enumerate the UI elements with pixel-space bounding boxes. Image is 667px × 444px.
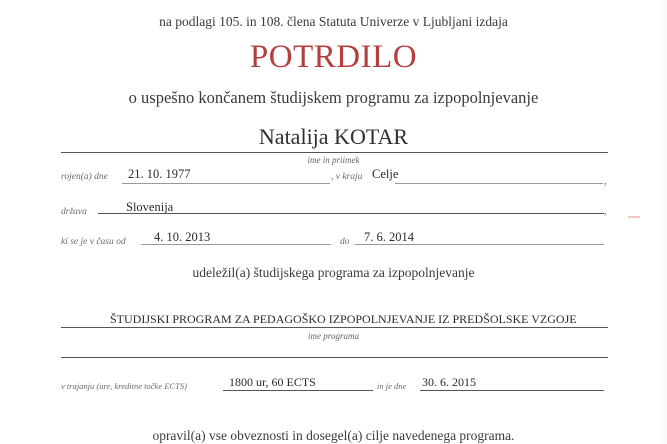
document-subtitle: o uspešno končanem študijskem programu za izpopolnjevanje: [128, 88, 539, 107]
period-from-value: 4. 10. 2013: [154, 230, 211, 244]
program-intro: udeležil(a) študijskega programa za izpopolnjevanje: [192, 265, 475, 280]
period-to-underline: [355, 244, 604, 245]
period-from-underline: [141, 244, 331, 245]
program-name: ŠTUDIJSKI PROGRAM ZA PEDAGOŠKO IZPOPOLNJEVANJE IZ PREDŠOLSKE VZGOJE: [110, 312, 577, 326]
completed-date-underline: [420, 390, 604, 391]
country-label: država: [61, 207, 87, 217]
period-to-label: do: [340, 237, 350, 247]
name-caption: ime in priimek: [307, 155, 360, 165]
recipient-name: Natalija KOTAR: [258, 124, 409, 149]
period-from-label: ki se je v času od: [61, 237, 126, 247]
place-comma: ,: [604, 176, 607, 187]
duration-label: v trajanju (ure, kreditne točke ECTS): [61, 381, 187, 391]
place-value: Celje: [372, 167, 399, 181]
country-value: Slovenija: [126, 200, 174, 214]
place-underline: [395, 183, 603, 184]
closing-statement: opravil(a) vse obveznosti in dosegel(a) cilje navedenega programa.: [152, 428, 515, 443]
duration-underline: [223, 390, 373, 391]
name-underline: [61, 152, 608, 153]
country-underline: [98, 213, 604, 214]
paper-mark: [628, 216, 640, 218]
completed-label: in je dne: [377, 381, 407, 391]
born-date-underline: [122, 183, 330, 184]
period-to-value: 7. 6. 2014: [364, 230, 414, 244]
place-label: , v kraju: [331, 172, 363, 182]
duration-value: 1800 ur, 60 ECTS: [229, 375, 316, 389]
document-title: POTRDILO: [249, 39, 418, 75]
born-label: rojen(a) dne: [61, 172, 108, 182]
legal-basis-text: na podlagi 105. in 108. člena Statuta Univerze v Ljubljani izdaja: [159, 14, 508, 29]
program-name-caption: ime programa: [308, 331, 359, 341]
country-comma: ,: [604, 206, 607, 217]
born-date-value: 21. 10. 1977: [128, 167, 191, 181]
completed-date-value: 30. 6. 2015: [422, 375, 476, 389]
program-extra-underline: [61, 357, 608, 358]
page-edge: [661, 0, 667, 444]
program-name-underline: [61, 327, 608, 328]
